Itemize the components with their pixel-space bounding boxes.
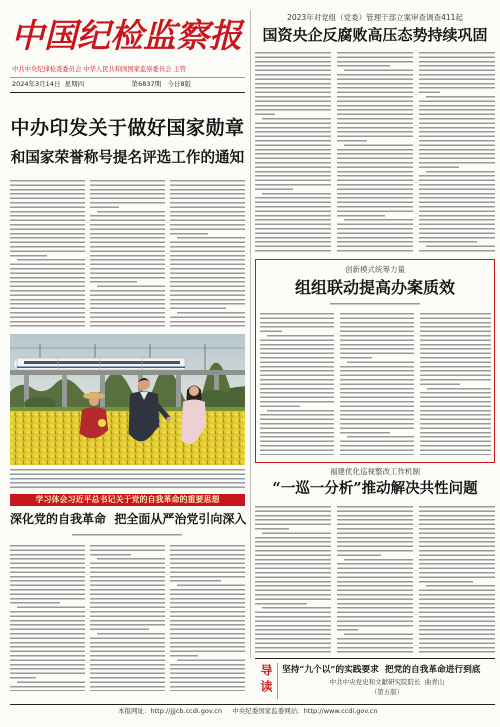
paragraph-break [477, 241, 495, 244]
fujian-inspection-article[interactable] [255, 465, 495, 503]
paragraph-indent [419, 170, 426, 173]
photo-caption [10, 469, 245, 488]
guide-page-ref: （第五版） [370, 688, 404, 696]
paragraph-break [221, 580, 245, 583]
theory-article[interactable] [10, 508, 245, 544]
high-speed-train [14, 358, 185, 370]
paragraph-break [459, 166, 495, 169]
lead-body-column [170, 180, 245, 328]
paragraph-indent [90, 285, 97, 288]
paragraph-break [226, 307, 245, 310]
theory-series-banner: 学习体会习近平总书记关于党的自我革命的重要思想 [10, 494, 245, 506]
paragraph-break [47, 254, 85, 257]
case-body-column [260, 313, 334, 455]
guide-headline: 坚持“九个以”的实践要求 把党的自我革命进行到底 [282, 665, 481, 675]
paragraph-break [460, 383, 491, 386]
case-kicker: 创新模式统筹力量 [345, 265, 405, 274]
masthead-title: 中国纪检监察报 [11, 16, 242, 55]
masthead-sponsor: 中共中央纪律检查委员会 中华人民共和国国家监察委员会 主管 [12, 66, 187, 73]
issue-page-count: 今日8版 [167, 80, 192, 88]
paragraph-indent [90, 210, 97, 213]
masthead-dateline [12, 81, 191, 88]
paragraph-indent [419, 95, 426, 98]
paragraph-break [149, 628, 165, 631]
paragraph-break [307, 602, 331, 605]
paragraph-break [137, 281, 166, 284]
paragraph-indent [90, 632, 97, 635]
fujian-kicker: 福建优化巡视整改工作机制 [330, 467, 420, 476]
paragraph-indent [340, 436, 347, 439]
footer [118, 708, 377, 715]
lead-body-column [10, 180, 85, 328]
case-body-column [340, 313, 414, 455]
paragraph-indent [170, 584, 177, 587]
paragraph-break [36, 676, 85, 679]
paragraph-indent [10, 681, 17, 684]
footer-rule [10, 704, 495, 705]
soe-headline: 国资央企反腐败高压态势持续巩固 [262, 26, 488, 44]
theory-body-column [90, 545, 165, 691]
soe-kicker: 2023年对党组（党委）管理干部立案审查调查411起 [287, 13, 463, 22]
paragraph-indent [337, 558, 344, 561]
soe-anticorruption-article[interactable] [255, 12, 495, 50]
paragraph-break [208, 232, 245, 235]
paragraph-indent [90, 558, 97, 561]
paragraph-indent [337, 633, 344, 636]
fujian-body-column [255, 506, 331, 654]
fujian-body-column [337, 506, 413, 654]
paragraph-break [282, 330, 334, 333]
paragraph-indent [255, 192, 262, 195]
paragraph-indent [255, 532, 262, 535]
lead-headline-line1: 中办印发关于做好国家勋章 [10, 117, 245, 139]
paragraph-indent [170, 311, 177, 314]
paragraph-break [289, 527, 331, 530]
paragraph-indent [10, 606, 17, 609]
paragraph-break [198, 654, 245, 657]
paragraph-indent [170, 659, 177, 662]
paragraph-indent [10, 259, 17, 262]
paragraph-indent [260, 409, 267, 412]
issue-weekday: 星期四 [64, 80, 85, 88]
guide-label: 导读 [259, 664, 273, 696]
paragraph-break [381, 554, 413, 557]
paragraph-break [131, 553, 165, 556]
paragraph-break [358, 629, 413, 632]
paragraph-indent [337, 144, 344, 147]
soe-body-column [337, 52, 413, 252]
column-divider [250, 10, 251, 658]
paragraph-break [372, 356, 414, 359]
paragraph-indent [337, 69, 344, 72]
paragraph-indent [419, 585, 426, 588]
guide-top-rule [255, 658, 495, 659]
theory-body-column [170, 545, 245, 691]
fujian-body-column [419, 506, 495, 654]
paragraph-indent [170, 237, 177, 240]
lead-headline-line2: 和国家荣誉称号提名评选工作的通知 [10, 149, 245, 166]
paragraph-break [390, 65, 413, 68]
fujian-headline: “一巡一分析”推动解决共性问题 [272, 480, 478, 497]
case-byline [330, 303, 420, 305]
paragraph-indent [340, 361, 347, 364]
paragraph-indent [255, 117, 262, 120]
paragraph-indent [255, 607, 262, 610]
paragraph-break [367, 139, 413, 142]
paragraph-indent [260, 334, 267, 337]
theory-body-column [10, 545, 85, 691]
paragraph-break [293, 188, 331, 191]
lead-body-column [90, 180, 165, 328]
guide-divider [277, 663, 278, 699]
paragraph-break [60, 602, 86, 605]
paragraph-break [300, 405, 334, 408]
issue-date: 2024年3月14日 [12, 80, 61, 88]
theory-byline [72, 534, 182, 536]
paragraph-break [473, 580, 495, 583]
issue-number: 第6837期 [131, 80, 162, 88]
case-body-column [420, 313, 491, 455]
case-headline: 组组联动提高办案质效 [294, 278, 455, 297]
ccdi-site-link[interactable]: 中央纪委国家监委网站：http://www.ccdi.gov.cn [232, 707, 378, 715]
soe-body-column [255, 52, 331, 252]
paragraph-break [390, 431, 414, 434]
paragraph-break [275, 113, 331, 116]
theory-headline: 深化党的自我革命 把全面从严治党引向深入 [10, 512, 247, 526]
soe-body-column [419, 52, 495, 252]
newspaper-site-link[interactable]: 本报网址：http://jjjcb.ccdi.gov.cn [118, 707, 222, 715]
paragraph-indent [420, 387, 427, 390]
paragraph-break [385, 214, 413, 217]
paragraph-indent [419, 245, 426, 248]
masthead-rule-thick [10, 92, 245, 93]
guide-byline: 中共中央党史和文献研究院院长 曲青山 [329, 678, 445, 686]
paragraph-break [440, 91, 495, 94]
masthead-rule-thin [10, 77, 245, 78]
news-photo[interactable] [10, 334, 245, 465]
paragraph-break [119, 206, 166, 209]
paragraph-indent [337, 219, 344, 222]
